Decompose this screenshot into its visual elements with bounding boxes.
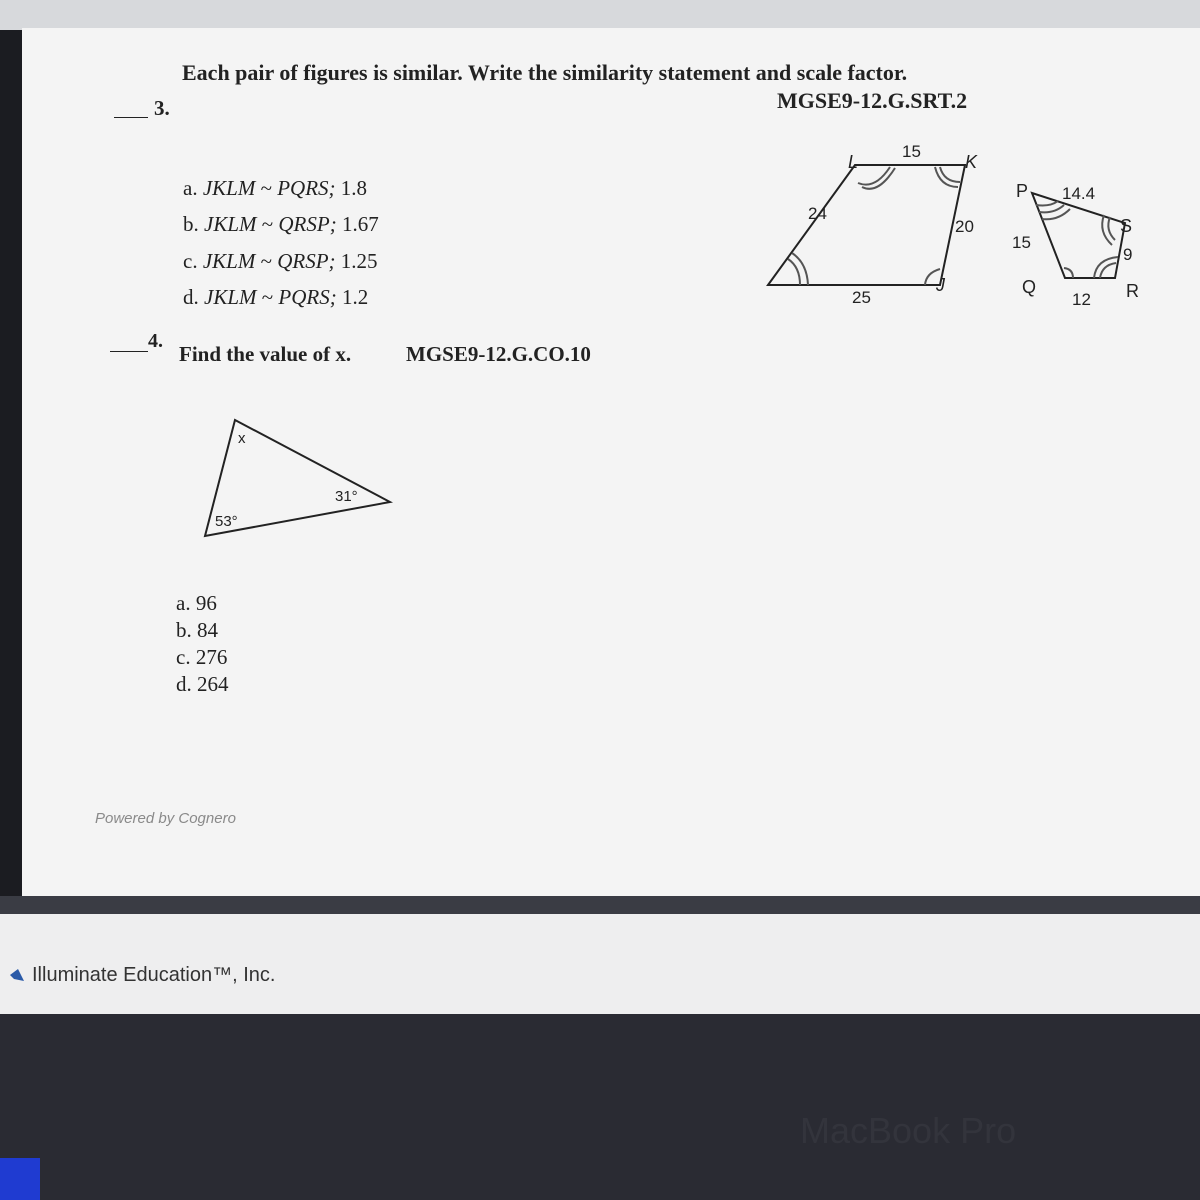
q3-standard: MGSE9-12.G.SRT.2 bbox=[777, 88, 968, 113]
vertex-label-k: K bbox=[965, 152, 978, 172]
option-scale-factor: 1.2 bbox=[341, 285, 369, 309]
similar-symbol: ~ bbox=[261, 285, 274, 309]
q4-standard: MGSE9-12.G.CO.10 bbox=[406, 342, 591, 366]
side-label-lk: 15 bbox=[902, 142, 921, 161]
screen-bezel-bottom bbox=[0, 1014, 1200, 1200]
option-figure2: PQRS; bbox=[278, 285, 337, 309]
vertex-label-q: Q bbox=[1022, 277, 1037, 297]
side-label-sr: 9 bbox=[1123, 245, 1133, 264]
q3-figures bbox=[740, 135, 1160, 315]
option-letter: d. bbox=[183, 285, 199, 309]
taskbar-corner bbox=[0, 1158, 40, 1200]
option-scale-factor: 1.25 bbox=[340, 249, 378, 273]
option-figure2: PQRS; bbox=[277, 176, 336, 200]
similar-symbol: ~ bbox=[261, 212, 274, 236]
option-figure2: QRSP; bbox=[278, 212, 337, 236]
illuminate-logo-icon bbox=[8, 967, 26, 985]
powered-by-text: Powered by Cognero bbox=[95, 810, 236, 827]
q3-option-c bbox=[183, 249, 378, 274]
q4-option-d: d. 264 bbox=[176, 672, 229, 696]
quadrilateral-pqrs bbox=[1012, 181, 1139, 309]
q3-instruction: Each pair of figures is similar. Write the similarity statement and scale factor. bbox=[182, 60, 908, 85]
side-label-kj: 20 bbox=[955, 217, 974, 236]
q4-option-b: b. 84 bbox=[176, 618, 218, 642]
q4-triangle bbox=[195, 410, 405, 550]
option-letter: c. bbox=[183, 249, 198, 273]
question-number-4: 4. bbox=[148, 330, 163, 352]
option-letter: b. bbox=[183, 212, 199, 236]
q4-option-c: c. 276 bbox=[176, 645, 228, 669]
q3-option-b bbox=[183, 212, 379, 237]
brand-footer bbox=[8, 964, 275, 987]
side-label-qr: 12 bbox=[1072, 290, 1091, 309]
side-label-jl: 24 bbox=[808, 204, 827, 223]
trapezoid-jklm bbox=[768, 142, 978, 307]
device-label: MacBook Pro bbox=[800, 1110, 1017, 1151]
option-figure1: JKLM bbox=[202, 176, 256, 200]
option-scale-factor: 1.67 bbox=[341, 212, 379, 236]
answer-blank-q3[interactable] bbox=[114, 117, 148, 118]
vertex-label-s: S bbox=[1120, 216, 1133, 236]
vertex-label-p: P bbox=[1016, 181, 1029, 201]
page-divider bbox=[0, 896, 1200, 914]
question-number-3: 3. bbox=[154, 96, 170, 120]
vertex-label-j: J bbox=[936, 275, 945, 295]
option-figure1: JKLM bbox=[202, 249, 256, 273]
angle-label-31: 31° bbox=[335, 488, 358, 505]
side-label-ps: 14.4 bbox=[1062, 184, 1096, 203]
option-figure2: QRSP; bbox=[277, 249, 336, 273]
top-bezel bbox=[0, 0, 1200, 30]
vertex-label-l: L bbox=[848, 152, 859, 172]
option-scale-factor: 1.8 bbox=[340, 176, 368, 200]
similar-symbol: ~ bbox=[260, 249, 272, 273]
answer-blank-q4[interactable] bbox=[110, 351, 148, 352]
q3-option-a bbox=[183, 176, 367, 201]
brand-text: Illuminate Education™, Inc. bbox=[32, 964, 276, 986]
q4-option-a: a. 96 bbox=[176, 591, 217, 615]
similar-symbol: ~ bbox=[260, 176, 272, 200]
option-letter: a. bbox=[183, 176, 198, 200]
side-label-bottom: 25 bbox=[852, 288, 871, 307]
angle-label-53: 53° bbox=[215, 513, 238, 530]
q3-option-d bbox=[183, 285, 368, 310]
q4-instruction: Find the value of x. bbox=[179, 342, 352, 366]
option-figure1: JKLM bbox=[204, 212, 257, 236]
vertex-label-r: R bbox=[1126, 281, 1139, 301]
angle-label-x: x bbox=[238, 430, 246, 447]
q4-options bbox=[176, 590, 229, 698]
option-figure1: JKLM bbox=[204, 285, 257, 309]
side-label-pq: 15 bbox=[1012, 233, 1031, 252]
